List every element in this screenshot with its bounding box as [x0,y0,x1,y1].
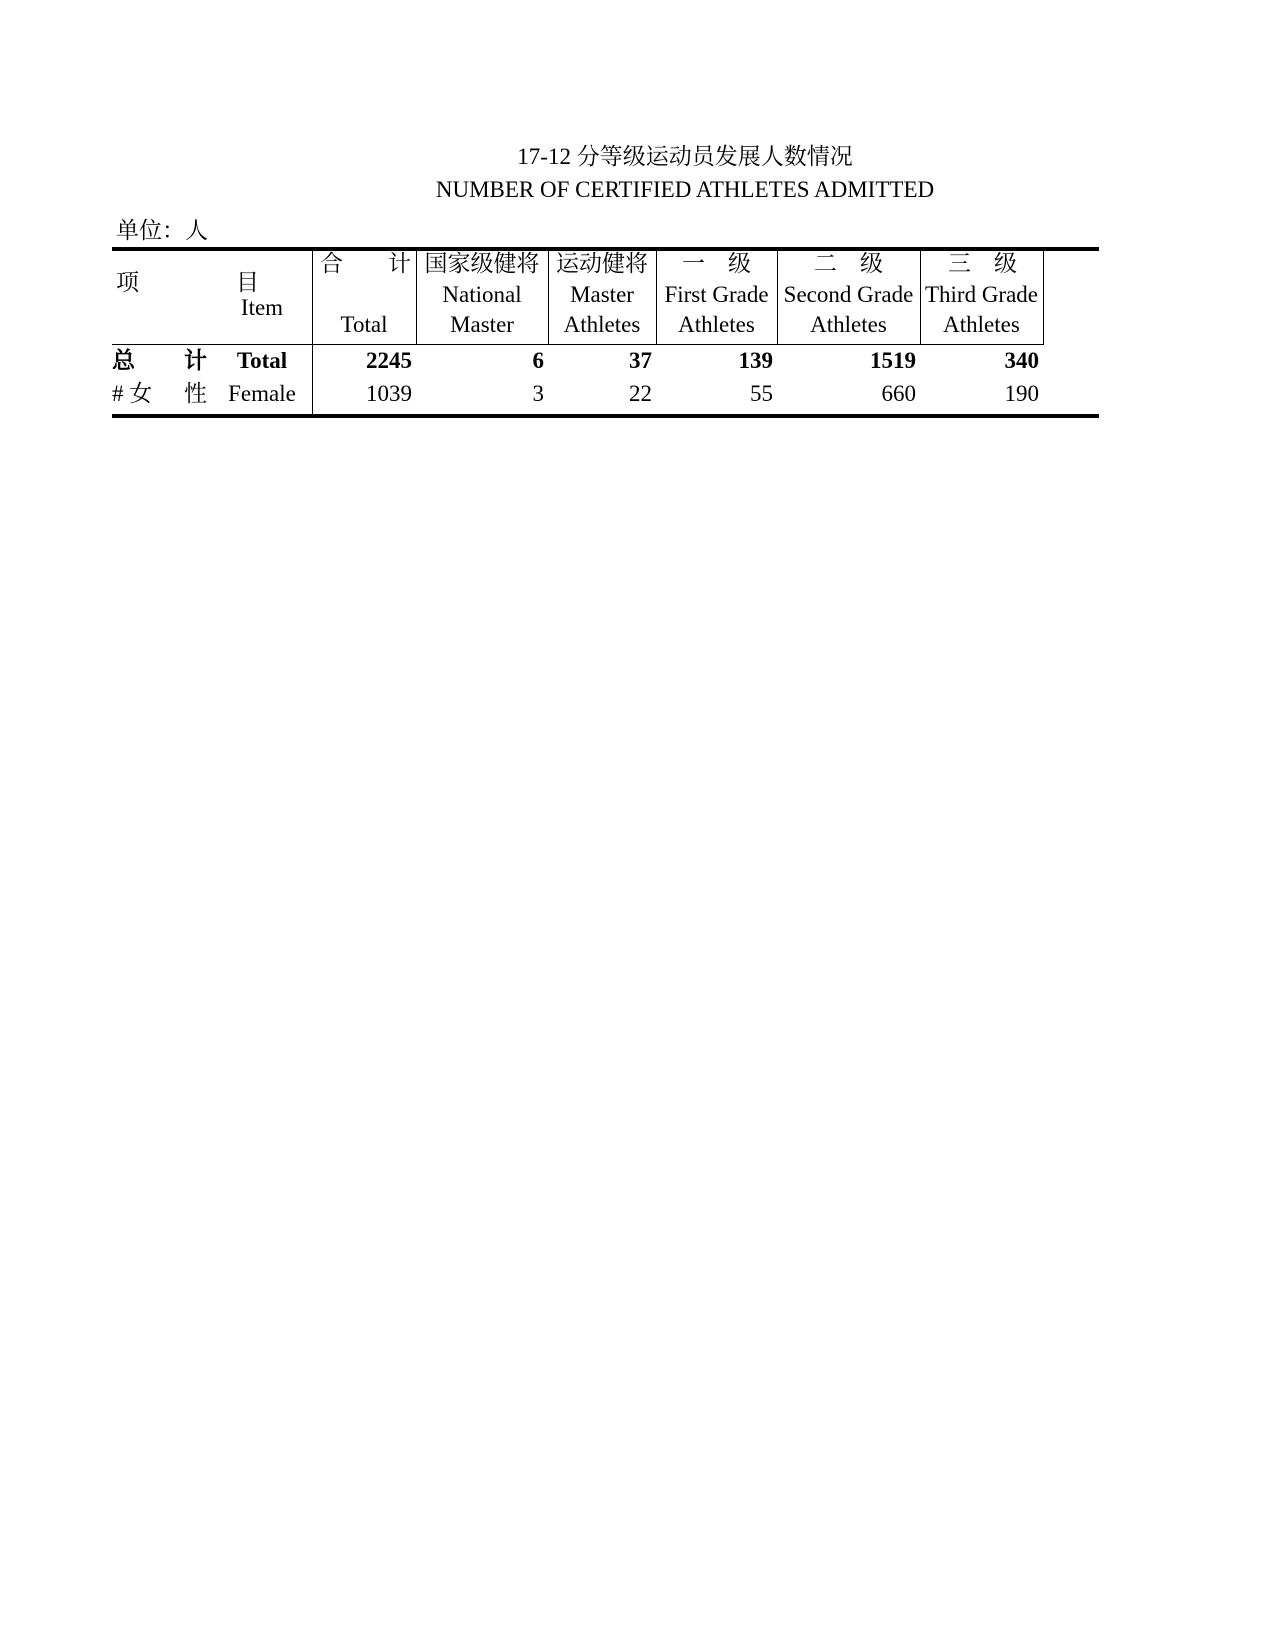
col-second-grade-en-2: Athletes [810,312,887,337]
athletes-table [112,247,1099,418]
col-national-master-zh: 国家级健将 [424,251,540,276]
row-female-value-first-grade: 55 [750,381,773,406]
item-header-zh-left: 项 [116,270,139,295]
row-female-zh-right: 性 [184,381,207,406]
row-total-value-master-athletes: 37 [629,348,652,373]
col-total-en: Total [340,312,388,337]
row-total-value-second-grade: 1519 [870,348,916,373]
row-total-value-third-grade: 340 [1004,348,1039,373]
col-total-zh-left: 合 [320,251,343,276]
row-female-zh-left: # 女 [112,381,153,406]
row-total-zh-left: 总 [112,348,135,373]
row-total-zh-right: 计 [184,348,207,373]
col-total-zh-right: 计 [388,251,411,276]
row-female-value-third-grade: 190 [1004,381,1039,406]
col-second-grade-zh-left: 二 [814,251,837,276]
row-total-en: Total [236,348,288,373]
row-female-value-national-master: 3 [532,381,544,406]
row-female-value-total: 1039 [366,381,412,406]
row-total-value-first-grade: 139 [738,348,773,373]
col-third-grade-en-2: Athletes [943,312,1020,337]
col-national-master-en-2: Master [450,312,514,337]
divider-col-6 [1043,251,1044,345]
row-total-value-national-master: 6 [532,348,544,373]
row-female-value-master-athletes: 22 [629,381,652,406]
item-header-en: Item [240,295,284,320]
col-third-grade-en-1: Third Grade [924,282,1039,307]
col-first-grade-zh-right: 级 [728,251,751,276]
col-third-grade-zh-right: 级 [994,251,1017,276]
col-second-grade-en-1: Second Grade [783,282,914,307]
col-master-athletes-zh: 运动健将 [556,251,648,276]
col-first-grade-zh-left: 一 [682,251,705,276]
col-first-grade-en-1: First Grade [664,282,769,307]
item-header-zh-right: 目 [236,270,259,295]
col-second-grade-zh-right: 级 [860,251,883,276]
unit-label: 单位：人 [116,218,208,243]
table-title-chinese: 17-12 分等级运动员发展人数情况 [517,144,853,169]
row-total-value-total: 2245 [366,348,412,373]
row-female-en: Female [228,381,296,406]
col-national-master-en-1: National [442,282,522,307]
col-master-athletes-en-2: Athletes [563,312,641,337]
table-title-english: NUMBER OF CERTIFIED ATHLETES ADMITTED [435,177,935,202]
row-female-value-second-grade: 660 [881,381,916,406]
col-first-grade-en-2: Athletes [678,312,755,337]
col-third-grade-zh-left: 三 [948,251,971,276]
col-master-athletes-en-1: Master [570,282,634,307]
